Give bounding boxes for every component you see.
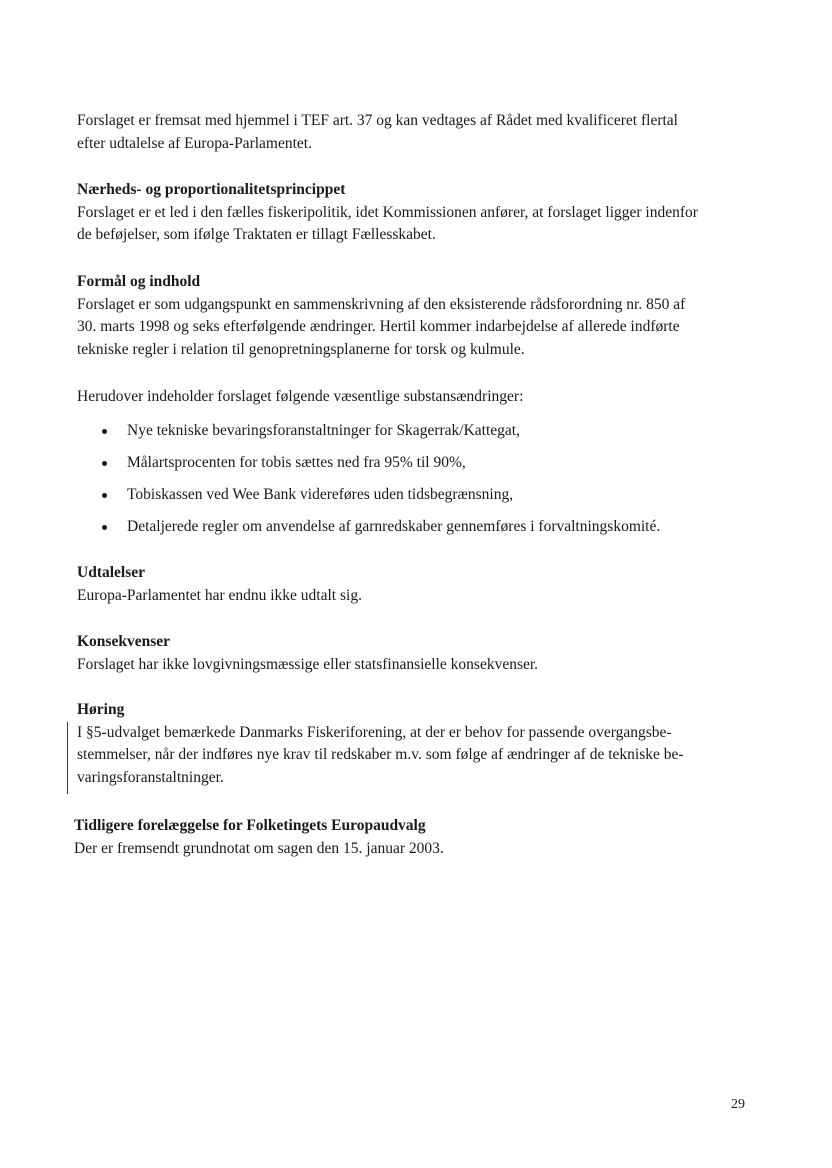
section-heading: Tidligere forelæggelse for Folketingets Europaudvalg bbox=[74, 817, 426, 834]
section-line: varingsforanstaltninger. bbox=[77, 768, 224, 786]
changes-intro-line: Herudover indeholder forslaget følgende væsentlige substansændringer: bbox=[77, 388, 524, 405]
section-line: stemmelser, når der indføres nye krav til redskaber m.v. som følge af ændringer af de tekniske be- bbox=[77, 746, 684, 763]
section-udtalelser bbox=[77, 562, 767, 607]
list-item: Tobiskassen ved Wee Bank videreføres uden tidsbegrænsning, bbox=[77, 484, 777, 516]
bullet-icon bbox=[102, 461, 107, 466]
section-heading: Konsekvenser bbox=[77, 633, 170, 650]
bullet-icon bbox=[102, 429, 107, 434]
page-number: 29 bbox=[731, 1097, 745, 1112]
section-line: Forslaget har ikke lovgivningsmæssige eller statsfinansielle konsekvenser. bbox=[77, 655, 539, 673]
section-line: Europa-Parlamentet har endnu ikke udtalt sig. bbox=[77, 586, 362, 604]
section-line: tekniske regler i relation til genopretningsplanerne for torsk og kulmule. bbox=[77, 340, 525, 358]
section-line: 30. marts 1998 og seks efterfølgende ændringer. Hertil kommer indarbejdelse af allerede indførte bbox=[77, 318, 680, 335]
section-formaal bbox=[77, 271, 767, 361]
bullet-icon bbox=[102, 525, 107, 530]
changes-list bbox=[77, 420, 777, 548]
section-naerhed bbox=[77, 179, 767, 247]
changes-intro bbox=[77, 386, 767, 409]
section-line: Forslaget er et led i den fælles fiskeripolitik, idet Kommissionen anfører, at forslaget ligger indenfor bbox=[77, 203, 698, 221]
list-item: Nye tekniske bevaringsforanstaltninger for Skagerrak/Kattegat, bbox=[77, 420, 777, 452]
bullet-icon bbox=[102, 493, 107, 498]
section-tidligere bbox=[74, 815, 764, 860]
section-konsekvenser bbox=[77, 631, 767, 676]
section-heading: Formål og indhold bbox=[77, 273, 201, 290]
section-line: I §5-udvalget bemærkede Danmarks Fiskeriforening, at der er behov for passende overgangsbe- bbox=[77, 723, 672, 741]
section-heading: Høring bbox=[77, 701, 125, 718]
section-heading: Nærheds- og proportionalitetsprincippet bbox=[77, 181, 346, 198]
intro-line: efter udtalelse af Europa-Parlamentet. bbox=[77, 134, 312, 152]
section-line: de beføjelser, som ifølge Traktaten er tillagt Fællesskabet. bbox=[77, 226, 436, 243]
list-item: Målartsprocenten for tobis sættes ned fra 95% til 90%, bbox=[77, 452, 777, 484]
revision-bar bbox=[67, 722, 68, 794]
section-heading: Udtalelser bbox=[77, 564, 146, 581]
section-line: Forslaget er som udgangspunkt en sammenskrivning af den eksisterende rådsforordning nr. 850 af bbox=[77, 295, 686, 313]
section-line: Der er fremsendt grundnotat om sagen den 15. januar 2003. bbox=[74, 839, 444, 857]
intro-line: Forslaget er fremsat med hjemmel i TEF art. 37 og kan vedtages af Rådet med kvalificeret flertal bbox=[77, 112, 678, 129]
list-item: Detaljerede regler om anvendelse af garnredskaber gennemføres i forvaltningskomité. bbox=[77, 516, 777, 548]
section-hoering bbox=[77, 699, 767, 789]
intro-paragraph bbox=[77, 110, 767, 155]
